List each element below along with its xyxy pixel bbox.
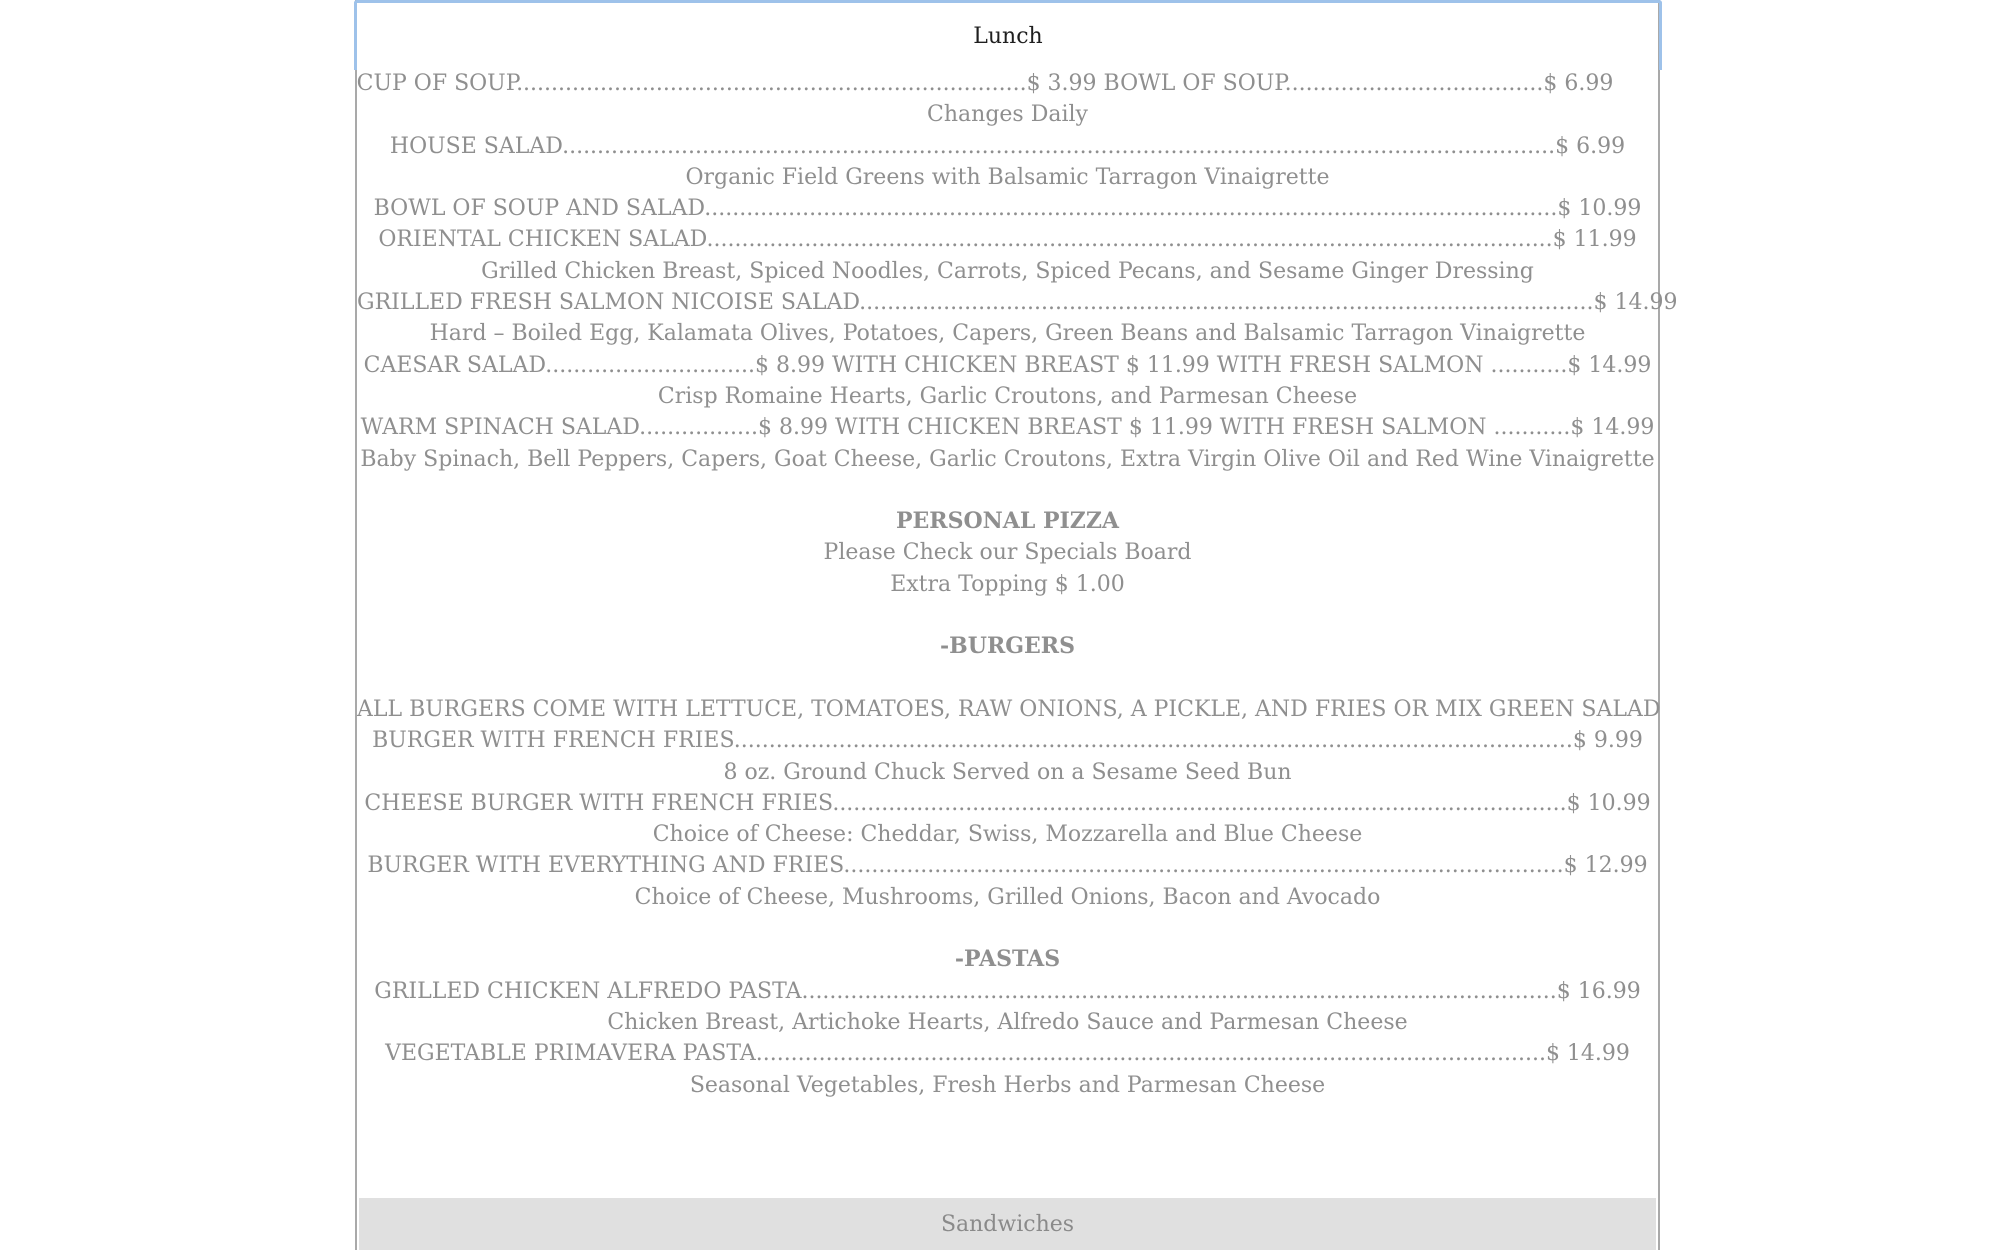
salmon-salad-description: Hard – Boiled Egg, Kalamata Olives, Potatoes, Capers, Green Beans and Balsamic Tarragon Vinaigrette <box>429 321 1586 347</box>
spacer <box>357 663 1658 694</box>
pizza-heading: PERSONAL PIZZA <box>896 508 1119 535</box>
caesar-salad-description: Crisp Romaine Hearts, Garlic Croutons, and Parmesan Cheese <box>657 383 1358 409</box>
primavera-pasta-description: Seasonal Vegetables, Fresh Herbs and Parmesan Cheese <box>689 1072 1326 1098</box>
spacer <box>357 913 1658 944</box>
soup-and-salad-line: BOWL OF SOUP AND SALAD..........................................................................................................................$ 10.99 <box>373 196 1642 222</box>
burger-everything-line: BURGER WITH EVERYTHING AND FRIES.......................................................................................................$ 12.99 <box>367 853 1648 879</box>
alfredo-pasta-description: Chicken Breast, Artichoke Hearts, Alfredo Sauce and Parmesan Cheese <box>607 1009 1408 1035</box>
primavera-pasta-line: VEGETABLE PRIMAVERA PASTA.................................................................................................................$ 14.99 <box>385 1041 1630 1067</box>
alfredo-pasta-line: GRILLED CHICKEN ALFREDO PASTA............................................................................................................$ 16.99 <box>374 978 1641 1004</box>
burger-fries-description: 8 oz. Ground Chuck Served on a Sesame Seed Bun <box>723 759 1292 785</box>
soup-description: Changes Daily <box>927 102 1088 128</box>
spacer <box>357 600 1658 631</box>
pizza-note: Please Check our Specials Board <box>823 540 1192 566</box>
burger-fries-line: BURGER WITH FRENCH FRIES........................................................................................................................$ 9.99 <box>372 728 1643 754</box>
oriental-salad-line: ORIENTAL CHICKEN SALAD.........................................................................................................................$ 11.99 <box>378 227 1637 253</box>
burgers-heading: -BURGERS <box>940 633 1075 660</box>
sandwiches-header-label: Sandwiches <box>940 1212 1075 1237</box>
spinach-salad-line: WARM SPINACH SALAD.................$ 8.99 WITH CHICKEN BREAST $ 11.99 WITH FRESH SALMON ...........$ 14.99 <box>360 415 1655 441</box>
lunch-header-label: Lunch <box>973 24 1043 49</box>
pizza-topping: Extra Topping $ 1.00 <box>890 571 1125 597</box>
spinach-salad-description: Baby Spinach, Bell Peppers, Capers, Goat Cheese, Garlic Croutons, Extra Virgin Olive Oil and Red Wine Vinaigrette <box>360 446 1655 472</box>
soup-line: CUP OF SOUP.........................................................................$ 3.99 BOWL OF SOUP.....................................$ 6.99 <box>356 71 1614 96</box>
pastas-heading: -PASTAS <box>954 946 1061 973</box>
menu-panel <box>355 0 1678 1250</box>
cheese-burger-line: CHEESE BURGER WITH FRENCH FRIES.........................................................................................................$ 10.99 <box>364 790 1651 816</box>
salmon-salad-line: GRILLED FRESH SALMON NICOISE SALAD.........................................................................................................$ 14.99 <box>357 290 1678 316</box>
house-salad-description: Organic Field Greens with Balsamic Tarragon Vinaigrette <box>685 164 1330 190</box>
sandwiches-accordion-header[interactable] <box>359 1198 1656 1250</box>
burger-everything-description: Choice of Cheese, Mushrooms, Grilled Onions, Bacon and Avocado <box>634 884 1381 910</box>
caesar-salad-line: CAESAR SALAD..............................$ 8.99 WITH CHICKEN BREAST $ 11.99 WITH FRESH SALMON ...........$ 14.99 <box>363 352 1652 378</box>
burgers-note: ALL BURGERS COME WITH LETTUCE, TOMATOES, RAW ONIONS, A PICKLE, AND FRIES OR MIX GREEN SALAD <box>357 696 1661 722</box>
lunch-menu-content <box>356 68 1678 1101</box>
cheese-burger-description: Choice of Cheese: Cheddar, Swiss, Mozzarella and Blue Cheese <box>652 822 1363 848</box>
house-salad-line: HOUSE SALAD..............................................................................................................................................$ 6.99 <box>389 133 1626 159</box>
spacer <box>357 475 1658 506</box>
oriental-salad-description: Grilled Chicken Breast, Spiced Noodles, Carrots, Spiced Pecans, and Sesame Ginger Dressing <box>481 258 1534 284</box>
lunch-accordion-header[interactable] <box>354 0 1662 70</box>
